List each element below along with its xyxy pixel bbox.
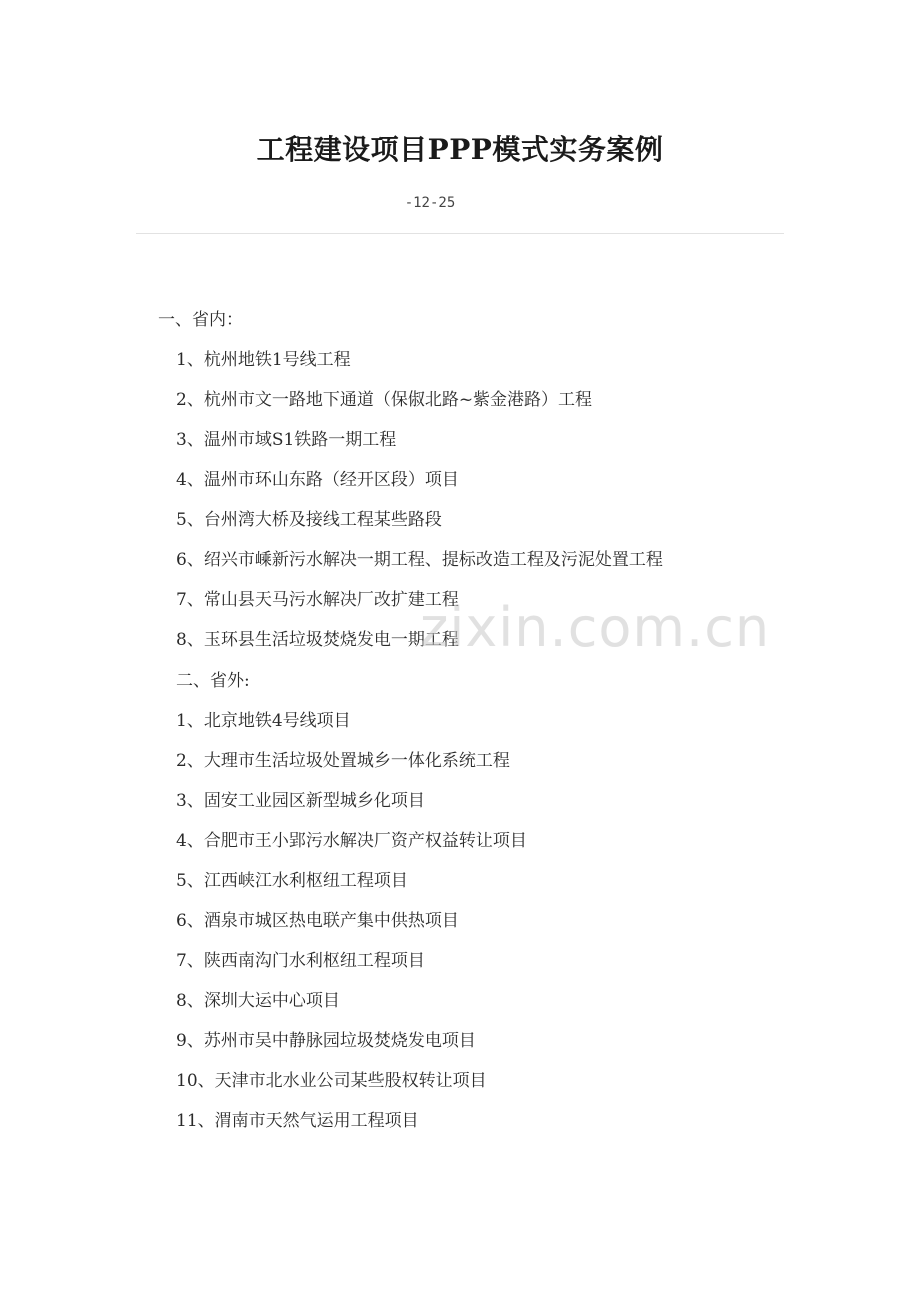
list-item: 4、温州市环山东路（经开区段）项目 [176, 470, 459, 490]
list-item: 6、酒泉市城区热电联产集中供热项目 [176, 911, 459, 931]
list-item: 10、天津市北水业公司某些股权转让项目 [176, 1071, 487, 1091]
list-item: 9、苏州市吴中静脉园垃圾焚烧发电项目 [176, 1031, 476, 1051]
list-item: 1、北京地铁4号线项目 [176, 711, 351, 731]
document-date: -12-25 [404, 195, 456, 211]
watermark: zixin.com.cn [420, 596, 771, 659]
list-item: 7、常山县天马污水解决厂改扩建工程 [176, 590, 459, 610]
list-item: 5、台州湾大桥及接线工程某些路段 [176, 510, 442, 530]
list-item: 7、陕西南沟门水利枢纽工程项目 [176, 951, 425, 971]
list-item: 3、固安工业园区新型城乡化项目 [176, 791, 425, 811]
section-heading-outside: 二、省外: [176, 671, 250, 691]
list-item: 1、杭州地铁1号线工程 [176, 350, 351, 370]
document-title: 工程建设项目PPP模式实务案例 [256, 133, 664, 166]
title-divider [136, 233, 784, 234]
list-item: 2、杭州市文一路地下通道（保俶北路~紫金港路）工程 [176, 390, 593, 410]
list-item: 4、合肥市王小郢污水解决厂资产权益转让项目 [176, 831, 527, 851]
list-item: 3、温州市域S1铁路一期工程 [176, 430, 397, 450]
list-item: 2、大理市生活垃圾处置城乡一体化系统工程 [176, 751, 510, 771]
list-item: 11、渭南市天然气运用工程项目 [176, 1111, 419, 1131]
list-item: 8、玉环县生活垃圾焚烧发电一期工程 [176, 630, 459, 650]
list-item: 6、绍兴市嵊新污水解决一期工程、提标改造工程及污泥处置工程 [176, 550, 663, 570]
section-heading-domestic: 一、省内： [158, 310, 243, 330]
list-item: 8、深圳大运中心项目 [176, 991, 340, 1011]
list-item: 5、江西峡江水利枢纽工程项目 [176, 871, 408, 891]
